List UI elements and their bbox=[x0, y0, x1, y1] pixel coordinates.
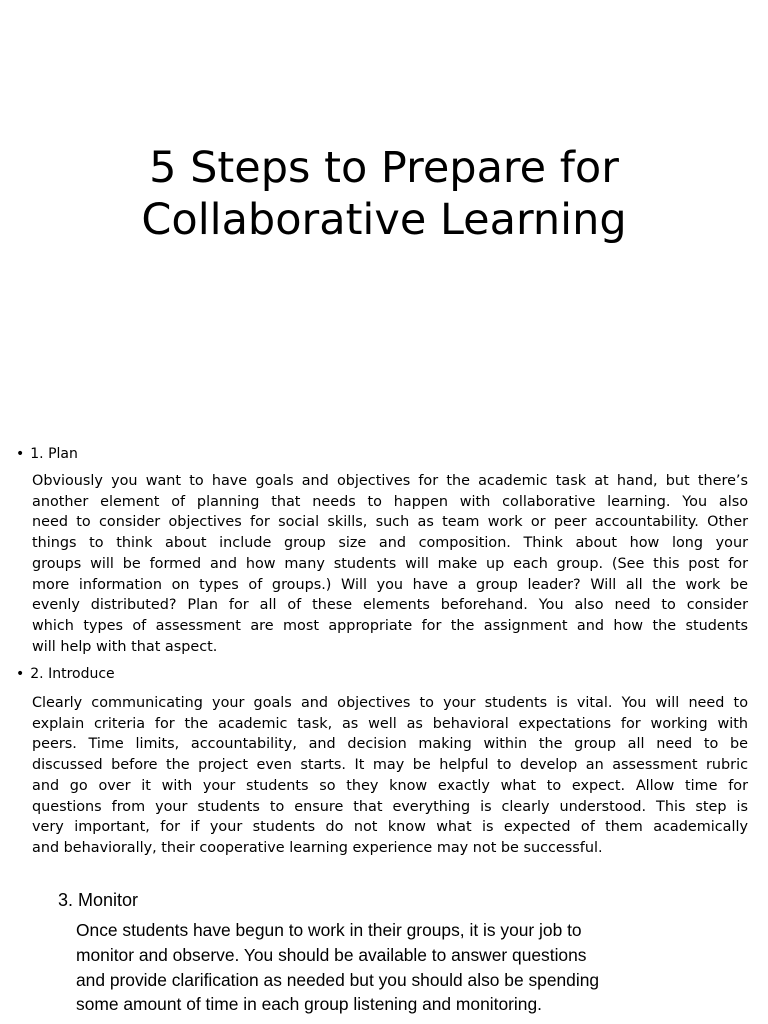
paragraph-line: which types of assessment are most appropriate for the assignment and how the students bbox=[32, 617, 748, 634]
paragraph-line: more information on types of groups.) Will you have a group leader? Will all the work be bbox=[32, 576, 748, 593]
paragraph-line: another element of planning that needs to happen with collaborative learning. You also bbox=[32, 493, 748, 510]
paragraph-line: monitor and observe. You should be available to answer questions bbox=[76, 944, 587, 965]
paragraph-line: and go over it with your students so they know exactly what to expect. Allow time for bbox=[32, 777, 748, 794]
step-paragraph-introduce bbox=[32, 693, 748, 859]
step-heading-text: 1. Plan bbox=[30, 446, 78, 462]
paragraph-line: need to consider objectives for social skills, such as team work or peer accountability. Other bbox=[32, 514, 748, 531]
paragraph-line: Once students have begun to work in their groups, it is your job to bbox=[76, 920, 582, 940]
paragraph-line: will help with that aspect. bbox=[32, 638, 218, 655]
step-paragraph-monitor bbox=[76, 918, 756, 1017]
paragraph-line: groups will be formed and how many students will make up each group. (See this post for bbox=[32, 555, 748, 572]
paragraph-line: evenly distributed? Plan for all of these elements beforehand. You also need to consider bbox=[32, 597, 748, 614]
slide-title-line: Collaborative Learning bbox=[141, 195, 627, 245]
paragraph-line: peers. Time limits, accountability, and decision making within the group all need to be bbox=[32, 736, 748, 753]
paragraph-line: some amount of time in each group listening and monitoring. bbox=[76, 994, 542, 1015]
step-paragraph-plan bbox=[32, 471, 748, 657]
paragraph-line: Clearly communicating your goals and objectives to your students is vital. You will need to bbox=[32, 695, 748, 711]
bullet-icon: • bbox=[16, 666, 25, 682]
slide-title-line: 5 Steps to Prepare for bbox=[149, 143, 619, 193]
paragraph-line: very important, for if your students do not know what is expected of them academically bbox=[32, 819, 748, 836]
paragraph-line: things to think about include group size and composition. Think about how long your bbox=[32, 535, 748, 552]
slide-title bbox=[0, 142, 768, 246]
step-heading-monitor: 3. Monitor bbox=[58, 890, 139, 910]
step-heading-text: 2. Introduce bbox=[30, 666, 115, 682]
paragraph-line: discussed before the project even starts. It may be helpful to develop an assessment rubric bbox=[32, 757, 748, 774]
title-slide bbox=[0, 0, 768, 430]
paragraph-line: questions from your students to ensure that everything is clearly understood. This step is bbox=[32, 798, 748, 815]
bullet-icon: • bbox=[16, 446, 25, 462]
paragraph-line: and behaviorally, their cooperative learning experience may not be successful. bbox=[32, 839, 603, 856]
step-heading-plan bbox=[16, 444, 78, 464]
paragraph-line: Obviously you want to have goals and objectives for the academic task at hand, but there’s bbox=[32, 473, 748, 489]
paragraph-line: explain criteria for the academic task, as well as behavioral expectations for working with bbox=[32, 715, 748, 732]
paragraph-line: and provide clarification as needed but you should also be spending bbox=[76, 969, 600, 990]
step-heading-introduce bbox=[16, 664, 115, 684]
